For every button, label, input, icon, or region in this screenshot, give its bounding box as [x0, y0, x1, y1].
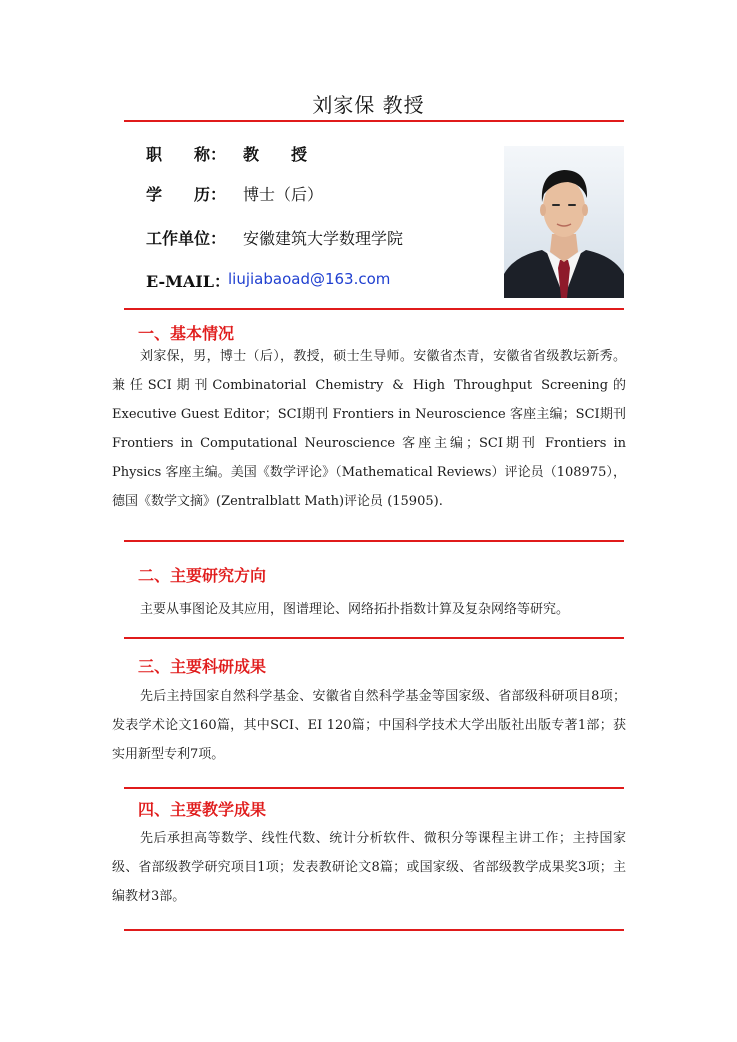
section-heading-research-results: 三、主要科研成果 [138, 657, 267, 676]
section-text-research-direction: 主要从事图论及其应用，图谱理论、网络拓扑指数计算及复杂网络等研究。 [140, 602, 570, 617]
section-text-basic-info: 刘家保，男，博士（后），教授，硕士生导师。安徽省杰青，安徽省省级教坛新秀。兼任SCI期刊Combinatorial Chemistry & High Throughput Screening的Executive Guest Editor；SCI期刊 Frontiers in Neuroscience 客座主编；SCI期刊 Frontiers in Computational Neuroscience 客座主编；SCI期刊 Frontiers in Physics 客座主编。美国《数学评论》（Mathematical Reviews）评论员（108975），德国《数学文摘》(Zentralblatt Math)评论员 (15905). [112, 349, 626, 509]
section-text-research-results: 先后主持国家自然科学基金、安徽省自然科学基金等国家级、省部级科研项目8项；发表学术论文160篇，其中SCI、EI 120篇；中国科学技术大学出版社出版专著1部；获实用新型专利7项。 [112, 689, 626, 762]
work-unit-value: 安徽建筑大学数理学院 [243, 229, 404, 248]
rank-label: 职 称： [146, 145, 227, 164]
section-divider [124, 540, 624, 542]
section-divider [124, 637, 624, 639]
education-label: 学 历： [146, 185, 227, 204]
section-divider [124, 787, 624, 789]
education-value: 博士（后） [243, 185, 324, 204]
email-link[interactable]: liujiabaoad@163.com [228, 270, 391, 288]
section-heading-teaching-results: 四、主要教学成果 [138, 800, 267, 819]
bottom-divider [124, 929, 624, 931]
section-heading-basic-info: 一、基本情况 [138, 324, 235, 343]
section-heading-research-direction: 二、主要研究方向 [138, 566, 267, 585]
rank-value: 教 授 [243, 145, 308, 164]
title-divider [124, 120, 624, 122]
portrait-photo [504, 146, 624, 298]
page-title: 刘家保 教授 [312, 93, 425, 117]
work-unit-label: 工作单位： [146, 229, 227, 248]
section-text-teaching-results: 先后承担高等数学、线性代数、统计分析软件、微积分等课程主讲工作；主持国家级、省部级教学研究项目1项；发表教研论文8篇；或国家级、省部级教学成果奖3项；主编教材3部。 [112, 831, 626, 904]
email-label: E-MAIL： [146, 272, 230, 291]
profile-divider [124, 308, 624, 310]
